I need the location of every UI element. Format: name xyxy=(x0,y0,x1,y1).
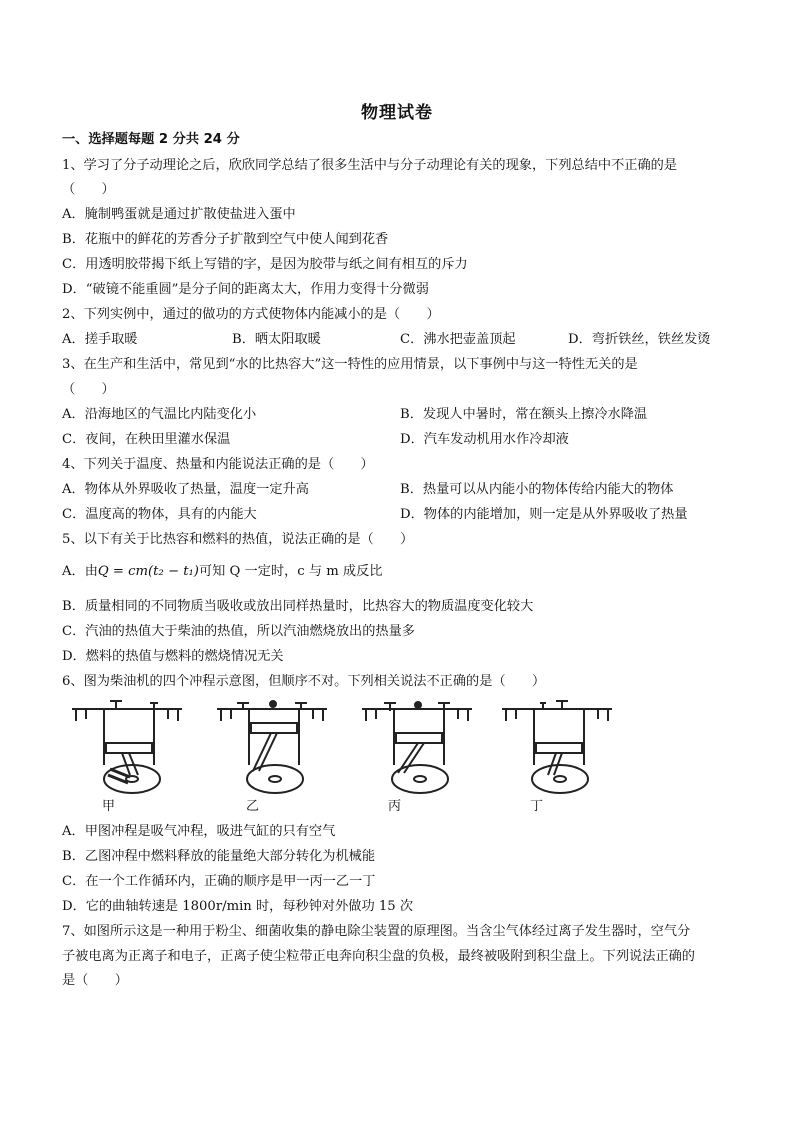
engine-diagram-ding xyxy=(502,701,612,793)
q7-stem-line2: 子被电离为正离子和电子，正离子使尘粒带正电奔向积尘盘的负极，最终被吸附到积尘盘上。下列说法正确的 xyxy=(62,949,695,964)
q5-option-b: B．质量相同的不同物质当吸收或放出同样热量时，比热容大的物质温度变化较大 xyxy=(62,599,534,614)
q3-option-d: D．汽车发动机用水作冷却液 xyxy=(400,432,569,447)
engine-diagram-yi xyxy=(217,701,327,793)
q1-option-b: B．花瓶中的鲜花的芳香分子扩散到空气中使人闻到花香 xyxy=(62,232,389,247)
q4-option-c: C．温度高的物体，具有的内能大 xyxy=(62,507,257,522)
q3-option-c: C．夜间，在秧田里灌水保温 xyxy=(62,432,231,447)
q3-stem-line1: 3、在生产和生活中，常见到“水的比热容大”这一特性的应用情景，以下事例中与这一特性无关的是 xyxy=(62,357,638,372)
q2-stem: 2、下列实例中，通过的做功的方式使物体内能减小的是（ ） xyxy=(62,307,440,322)
q5-option-c: C．汽油的热值大于柴油的热值，所以汽油燃烧放出的热量多 xyxy=(62,624,415,639)
q5-option-a xyxy=(62,563,382,581)
q5-option-a-suffix: 可知 Q 一定时，c 与 m 成反比 xyxy=(198,564,383,579)
engine-diagram-bing xyxy=(362,702,472,793)
q6-option-b: B．乙图冲程中燃料释放的能量绝大部分转化为机械能 xyxy=(62,849,376,864)
q5-option-d: D．燃料的热值与燃料的燃烧情况无关 xyxy=(62,649,284,664)
q2-option-c: C．沸水把壶盖顶起 xyxy=(400,332,516,347)
engine-label-bing: 丙 xyxy=(388,799,402,814)
q2-option-b: B．晒太阳取暖 xyxy=(232,332,321,347)
q1-option-d: D．“破镜不能重圆”是分子间的距离太大，作用力变得十分微弱 xyxy=(62,282,429,297)
q6-option-c: C．在一个工作循环内，正确的顺序是甲一丙一乙一丁 xyxy=(62,874,376,889)
q5-stem: 5、以下有关于比热容和燃料的热值，说法正确的是（ ） xyxy=(62,532,414,547)
q1-stem-line1: 1、学习了分子动理论之后，欣欣同学总结了很多生活中与分子动理论有关的现象，下列总结中不正确的是 xyxy=(62,158,678,173)
q3-stem-line2: （ ） xyxy=(62,382,115,397)
q5-option-a-prefix: A．由 xyxy=(62,564,98,579)
q6-stem: 6、图为柴油机的四个冲程示意图，但顺序不对。下列相关说法不正确的是（ ） xyxy=(62,674,546,689)
engine-label-jia: 甲 xyxy=(102,799,116,814)
q1-stem-line2: （ ） xyxy=(62,182,115,197)
q2-option-a: A．搓手取暖 xyxy=(62,332,138,347)
q7-stem-line1: 7、如图所示这是一种用于粉尘、细菌收集的静电除尘装置的原理图。当含尘气体经过离子发生器时，空气分 xyxy=(62,924,691,939)
q5-formula: Q = cm(t₂ − t₁) xyxy=(97,564,199,579)
q2-option-d: D．弯折铁丝，铁丝发烫 xyxy=(568,332,711,347)
q4-option-d: D．物体的内能增加，则一定是从外界吸收了热量 xyxy=(400,507,688,522)
q3-option-a: A．沿海地区的气温比内陆变化小 xyxy=(62,407,257,422)
q1-option-c: C．用透明胶带揭下纸上写错的字，是因为胶带与纸之间有相互的斥力 xyxy=(62,257,468,272)
diesel-engine-strokes-figure xyxy=(70,695,630,813)
q6-option-a: A．甲图冲程是吸气冲程，吸进气缸的只有空气 xyxy=(62,824,336,839)
engine-diagram-jia xyxy=(72,701,182,793)
q4-stem: 4、下列关于温度、热量和内能说法正确的是（ ） xyxy=(62,457,374,472)
engine-label-ding: 丁 xyxy=(530,799,544,814)
q6-option-d: D．它的曲轴转速是 1800r/min 时，每秒钟对外做功 15 次 xyxy=(62,899,414,914)
q7-stem-line3: 是（ ） xyxy=(62,973,128,988)
engine-label-yi: 乙 xyxy=(246,799,260,814)
q4-option-a: A．物体从外界吸收了热量，温度一定升高 xyxy=(62,482,309,497)
section-heading: 一、选择题每题 2 分共 24 分 xyxy=(62,132,240,147)
q3-option-b: B．发现人中暑时，常在额头上擦冷水降温 xyxy=(400,407,648,422)
page-title: 物理试卷 xyxy=(361,103,433,123)
q4-option-b: B．热量可以从内能小的物体传给内能大的物体 xyxy=(400,482,674,497)
q1-option-a: A．腌制鸭蛋就是通过扩散使盐进入蛋中 xyxy=(62,207,296,222)
